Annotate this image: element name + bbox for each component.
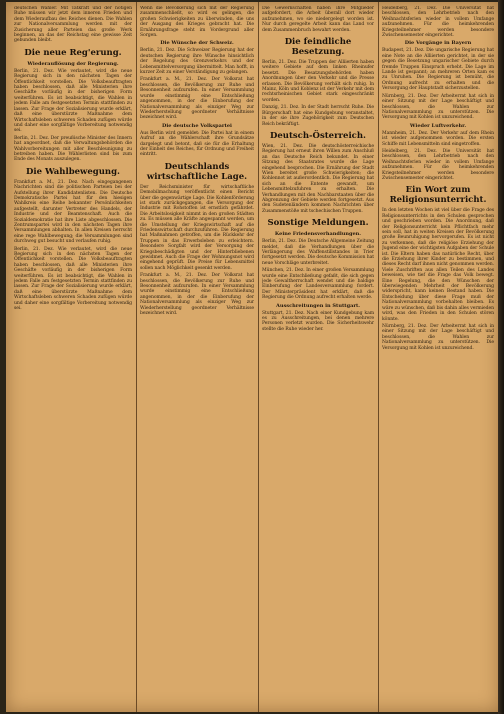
headline-election-movement: Die Wahlbewegung.	[26, 166, 120, 177]
article-text: Der Reichsminister für wirtschaftliche Demobilmachung veröffentlicht einen Bericht über die gegenwärtige Lage. Die Kohlenförderung ist stark zurückgegangen, die Versorgung der Industrie mit Rohstoffen ist ernstlich gefährdet. Die Arbeitslosigkeit nimmt in den großen Städten zu. Es müssen alle Kräfte angespannt werden, um die Umstellung der Kriegswirtschaft auf die Friedenswirtschaft durchzuführen. Die Regierung hat Maßnahmen getroffen, um die Rückkehr der Truppen in das Erwerbsleben zu erleichtern. Besondere Sorgfalt wird der Versorgung der Kriegsbeschädigten und der Hinterbliebenen gewidmet. Auch die Frage der Wohnungsnot wird eingehend geprüft. Die Preise für Lebensmittel sollen nach Möglichkeit gesenkt werden.	[140, 184, 254, 271]
article-text: Wien, 21. Dez. Die deutschösterreichische Regierung hat erneut ihren Willen zum Anschluß an das Deutsche Reich bekundet. In einer Sitzung des Staatsrates wurde die Lage eingehend besprochen. Die Ernährung der Stadt Wien bereitet große Schwierigkeiten; die Kohlennot ist außerordentlich. Die Regierung hat sich an die Entente gewandt, um Lebensmittelzufuhren zu erhalten. Die Verhandlungen mit den Nachbarstaaten über die Abgrenzung der Gebiete werden fortgesetzt. Aus den Sudetenländern kommen Nachrichten über Zusammenstöße mit tschechischen Truppen.	[262, 143, 374, 214]
subhead: Die Vorgänge in Bayern	[404, 40, 472, 47]
article-text: Frankfurt a. M., 21. Dez. Der Volksrat hat beschlossen, die Bevölkerung zur Ruhe und Besonnenheit aufzurufen. In einer Versammlung wurde einstimmig eine Entschließung angenommen, in der die Einberufung der Nationalversammlung als einziger Weg zur Wiederherstellung geordneter Verhältnisse bezeichnet wird.	[140, 273, 254, 317]
column-rule	[258, 2, 259, 712]
headline-religious-instruction: Ein Wort zum Religionsunterricht.	[389, 185, 487, 206]
article-text: Nürnberg, 21. Dez. Der Arbeiterrat hat sich in einer Sitzung mit der Lage beschäftigt und beschlossen, die Wahlen zur Nationalversammlung zu unterstützen. Die Versorgung mit Kohlen ist unzureichend.	[382, 323, 494, 351]
article-text: deutschen Wähler. Mit Tatkraft und der nötigen Ruhe müssen wir jetzt dem inneren Frieden und dem Wiederaufbau des Reiches dienen. Die Wahlen zur Nationalversammlung werden mit der Zusicherung aller Parteien das große Werk beginnen, an das der Reichstag eine gewisse Zeit gebunden bleibt.	[14, 6, 132, 44]
article-text: Berlin, 21. Dez. Wie verlautet, wird die neue Regierung sich in den nächsten Tagen der Öffentlichkeit vorstellen. Die Volksbeauftragten haben beschlossen, daß alle Ministerien ihre Geschäfte vorläufig in der bisherigen Form weiterführen. Es ist beabsichtigt, die Wahlen in jedem Falle am festgesetzten Termin stattfinden zu lassen. Zur Frage der Sozialisierung wurde erklärt, daß eine überstürzte Maßnahme dem Wirtschaftsleben schweren Schaden zufügen würde und daher eine sorgfältige Vorbereitung notwendig sei.	[14, 246, 132, 312]
article-text: In den letzten Wochen ist viel über die Frage des Religionsunterrichts in den Schulen gesprochen und geschrieben worden. Die Anordnung, daß der Religionsunterricht kein Pflichtfach mehr sein soll, hat in weiten Kreisen der Bevölkerung große Beunruhigung hervorgerufen. Es ist nicht zu verkennen, daß die religiöse Erziehung der Jugend eine der wichtigsten Aufgaben der Schule ist. Die Eltern haben das natürliche Recht, über die Erziehung ihrer Kinder zu bestimmen, und dieses Recht darf ihnen nicht genommen werden. Viele Zuschriften aus allen Teilen des Landes beweisen, wie tief die Frage das Volk bewegt. Eine Regelung, die den Wünschen der überwiegenden Mehrheit der Bevölkerung widerspricht, kann keinen Bestand haben. Die Entscheidung über diese Frage muß der Nationalversammlung vorbehalten bleiben. Es wäre zu wünschen, daß bis dahin alles vermieden wird, was den Frieden in den Schulen stören könnte.	[382, 208, 494, 322]
subhead: Wieder Luftverkehr.	[409, 122, 467, 129]
article-text: Mannheim, 21. Dez. Der Verkehr auf dem Rhein ist wieder aufgenommen worden. Die ersten Schiffe mit Lebensmitteln sind eingetroffen.	[382, 130, 494, 147]
newspaper-page	[6, 2, 500, 712]
column-rule	[136, 2, 137, 712]
subhead: Keine Friedensverhandlungen.	[274, 231, 362, 238]
page-edge-shadow	[498, 0, 504, 714]
article-text: Berlin, 21. Dez. Die Deutsche Allgemeine Zeitung meldet, daß die Verhandlungen über die Verlängerung des Waffenstillstandes in Trier fortgesetzt werden. Die deutsche Kommission hat neue Vorschläge unterbreitet.	[262, 239, 374, 266]
article-text: Danzig, 21. Dez. In der Stadt herrscht Ruhe. Die Bürgerschaft hat eine Kundgebung veranstaltet, in der sie ihre Zugehörigkeit zum Deutschen Reich bekräftigt.	[262, 105, 374, 127]
column-1	[14, 6, 132, 708]
article-text: Frankfurt a. M., 21. Dez. Der Volksrat hat beschlossen, die Bevölkerung zur Ruhe und Besonnenheit aufzurufen. In einer Versammlung wurde einstimmig eine Entschließung angenommen, in der die Einberufung der Nationalversammlung als einziger Weg zur Wiederherstellung geordneter Verhältnisse bezeichnet wird.	[140, 77, 254, 121]
subhead: Die deutsche Volkspartei	[162, 122, 232, 129]
article-text: Wenn die Bevölkerung sich mit der Regierung zusammenschließt, so wird es gelingen, die großen Schwierigkeiten zu überwinden, die uns der Ausgang des Krieges gebracht hat. Die Ernährungsfrage steht im Vordergrund aller Sorgen.	[140, 6, 254, 39]
column-4	[382, 6, 494, 708]
article-text: Heidelberg, 21. Dez. Die Universität hat beschlossen, den Lehrbetrieb nach den Weihnachtsferien wieder in vollem Umfange aufzunehmen. Für die heimkehrenden Kriegsteilnehmer werden besondere Zwischensemester eingerichtet.	[382, 148, 494, 181]
headline-economic-situation: Deutschlands wirtschaftliche Lage.	[146, 161, 248, 182]
article-text: Heidelberg, 21. Dez. Die Universität hat beschlossen, den Lehrbetrieb nach den Weihnachtsferien wieder in vollem Umfange aufzunehmen. Für die heimkehrenden Kriegsteilnehmer werden besondere Zwischensemester eingerichtet.	[382, 6, 494, 39]
column-rule	[378, 2, 379, 712]
column-2	[140, 6, 254, 708]
headline-enemy-occupation: Die feindliche Besetzung.	[284, 37, 352, 58]
subhead: Ausschreitungen in Stuttgart.	[275, 302, 361, 309]
headline-new-government: Die neue Reg'erung.	[24, 47, 122, 58]
article-text: Berlin, 21. Dez. Die Truppen der Alliierten haben weitere Gebiete auf dem linken Rheinufer besetzt. Die Besatzungsbehörden haben Anordnungen über den Verkehr und die Presse erlassen. Die Bevölkerung verhält sich ruhig. In Mainz, Köln und Koblenz ist der Verkehr mit dem rechtsrheinischen Gebiet stark eingeschränkt worden.	[262, 60, 374, 103]
article-text: Frankfurt a. M., 21. Dez. Nach eingegangenen Nachrichten sind die politischen Parteien bei der Aufstellung ihrer Kandidatenlisten. Die Deutsche Demokratische Partei hat für den hiesigen Wahlkreis eine Reihe bekannter Persönlichkeiten aufgestellt, darunter Vertreter des Handels, der Industrie und der Beamtenschaft. Auch die Sozialdemokratie hat ihre Liste abgeschlossen. Die Zentrumspartei wird in den nächsten Tagen ihre Versammlungen abhalten. In allen Kreisen herrscht eine rege Wahlbewegung; die Versammlungen sind durchweg gut besucht und verlaufen ruhig.	[14, 179, 132, 245]
column-3	[262, 6, 374, 708]
article-text: Budapest, 21. Dez. Die ungarische Regierung hat eine Note an die Alliierten gerichtet, in der sie gegen die Besetzung ungarischer Gebiete durch fremde Truppen Einspruch erhebt. Die Lage im Lande ist gespannt; an mehreren Orten kam es zu Unruhen. Die Regierung ist bemüht, die Ordnung aufrecht zu erhalten und die Versorgung der Hauptstadt sicherzustellen.	[382, 48, 494, 92]
subhead: Wiederauflösung der Regierung.	[27, 60, 119, 67]
article-text: München, 21. Dez. In einer großen Versammlung wurde eine Entschließung gefaßt, die sich gegen jede Gewaltherrschaft wendet und die baldige Einberufung der Landesversammlung fordert. Der Ministerpräsident hat erklärt, daß die Regierung die Ordnung aufrecht erhalten werde.	[262, 268, 374, 301]
article-text: Berlin, 21. Dez. Wie verlautet, wird die neue Regierung sich in den nächsten Tagen der Öffentlichkeit vorstellen. Die Volksbeauftragten haben beschlossen, daß alle Ministerien ihre Geschäfte vorläufig in der bisherigen Form weiterführen. Es ist beabsichtigt, die Wahlen in jedem Falle am festgesetzten Termin stattfinden zu lassen. Zur Frage der Sozialisierung wurde erklärt, daß eine überstürzte Maßnahme dem Wirtschaftsleben schweren Schaden zufügen würde und daher eine sorgfältige Vorbereitung notwendig sei.	[14, 68, 132, 134]
headline-other-reports: Sonstige Meldungen.	[267, 218, 369, 229]
article-text: Die Gewerkschaften haben ihre Mitglieder aufgefordert, die Arbeit überall dort wieder aufzunehmen, wo sie niedergelegt worden ist. Nur durch geregelte Arbeit kann das Land vor dem Zusammenbruch bewahrt werden.	[262, 6, 374, 33]
article-text: Stuttgart, 21. Dez. Nach einer Kundgebung kam es zu Ausschreitungen, bei denen mehrere Personen verletzt wurden. Die Sicherheitswehr stellte die Ruhe wieder her.	[262, 310, 374, 332]
article-text: Berlin, 21. Dez. Der preußische Minister des Innern hat angeordnet, daß die Verwaltungsbehörden die Wahlvorbereitungen mit aller Beschleunigung zu betreiben haben. Die Wählerlisten sind bis zum Ende des Monats auszulegen.	[14, 135, 132, 163]
headline-german-austria: Deutsch-Österreich.	[270, 130, 366, 141]
article-text: Aus Berlin wird gemeldet: Die Partei hat in einem Aufruf an die Wählerschaft ihre Grundsätze dargelegt und betont, daß sie für die Erhaltung der Einheit des Reiches, für Ordnung und Freiheit eintritt.	[140, 130, 254, 158]
article-text: Nürnberg, 21. Dez. Der Arbeiterrat hat sich in einer Sitzung mit der Lage beschäftigt und beschlossen, die Wahlen zur Nationalversammlung zu unterstützen. Die Versorgung mit Kohlen ist unzureichend.	[382, 93, 494, 121]
subhead: Die Wünsche der Schweiz.	[160, 40, 234, 47]
article-text: Berlin, 21. Dez. Die Schweizer Regierung hat der deutschen Regierung ihre Wünsche hinsichtlich der Regelung des Grenzverkehrs und der Lebensmittelversorgung übermittelt. Man hofft, in kurzer Zeit zu einer Verständigung zu gelangen.	[140, 48, 254, 76]
